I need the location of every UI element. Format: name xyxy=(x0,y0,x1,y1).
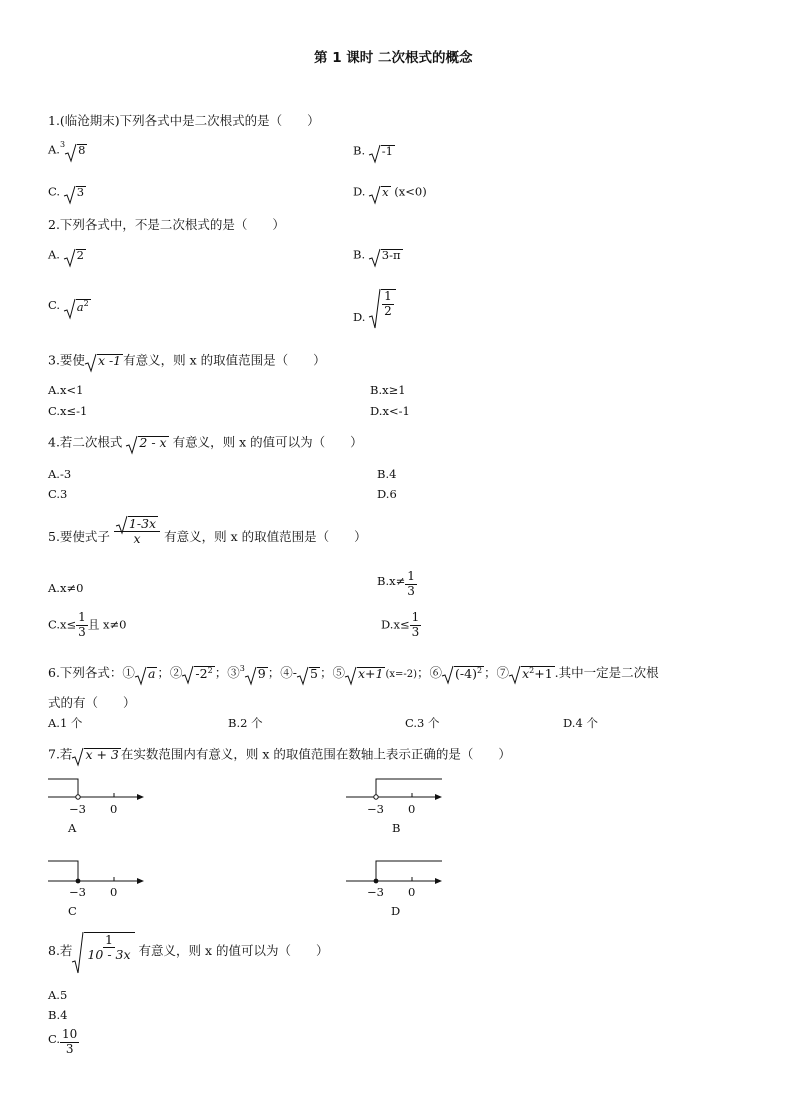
number-line-a[interactable] xyxy=(48,778,148,838)
q6-option-a[interactable]: A.1 个 xyxy=(48,716,83,730)
radical-icon: 5 xyxy=(297,667,320,681)
option-label-a: A xyxy=(68,821,77,835)
q6-option-d[interactable]: D.4 个 xyxy=(563,716,598,730)
q5-option-b[interactable]: B.x≠ $\frac{1}{3}$ xyxy=(377,569,415,598)
q8-option-c[interactable]: C. $\frac{10}{3}$ xyxy=(48,1027,78,1056)
radical-icon: $\frac{1}{10 - 3x}$ xyxy=(72,932,134,963)
tick-label-0: 0 xyxy=(408,885,416,899)
option-label-b: B xyxy=(392,821,401,835)
question-7-stem: 7.若 x + 3 在实数范围内有意义，则 x 的取值范围在数轴上表示正确的是（ ） xyxy=(48,748,511,762)
radical-icon: x + 3 xyxy=(72,748,120,762)
option-label-c: C xyxy=(68,904,77,918)
q8-option-b[interactable]: B.4 xyxy=(48,1008,68,1022)
radical-icon: a xyxy=(135,667,157,681)
radical-icon: 3-π xyxy=(369,249,403,262)
q8-option-a[interactable]: A.5 xyxy=(48,988,68,1002)
question-1-stem: 1.(临沧期末)下列各式中是二次根式的是（ ） xyxy=(48,113,320,128)
radical-icon: $x^2+1$ xyxy=(509,666,555,681)
radical-icon: 8 xyxy=(65,144,87,157)
q3-option-b[interactable]: B.x≥1 xyxy=(370,383,406,397)
q1-option-c[interactable]: C. 3 xyxy=(48,186,86,199)
question-6-stem: 6.下列各式：① a ；② $-2^2$ ；③$^3$ 9 ；④- 5 ；⑤ x+1 (x=-2)；⑥ $(-4)^2$ ；⑦ $x^2+1$ .其中一定是二次根 xyxy=(48,666,659,681)
question-6-stem-line2: 式的有（ ） xyxy=(48,695,136,710)
radical-icon: x xyxy=(369,186,391,199)
q2-option-b[interactable]: B. 3-π xyxy=(353,249,403,262)
q5-option-a[interactable]: A.x≠0 xyxy=(48,581,84,595)
q1-option-a[interactable]: A.$^3$ 8 xyxy=(48,144,87,157)
q6-option-c[interactable]: C.3 个 xyxy=(405,716,440,730)
radical-icon: $(-4)^2$ xyxy=(442,666,484,681)
question-2-stem: 2.下列各式中，不是二次根式的是（ ） xyxy=(48,217,285,232)
radical-icon: $\frac{1}{2}$ xyxy=(369,289,396,319)
tick-label-0: 0 xyxy=(110,885,118,899)
q4-option-a[interactable]: A.-3 xyxy=(48,467,72,481)
tick-label-minus-3: −3 xyxy=(367,802,384,816)
q3-option-c[interactable]: C.x≤-1 xyxy=(48,404,88,418)
radical-icon: -1 xyxy=(369,145,395,158)
tick-label-0: 0 xyxy=(408,802,416,816)
q4-option-b[interactable]: B.4 xyxy=(377,467,397,481)
radical-icon: $a^2$ xyxy=(64,299,91,313)
radical-icon: 2 xyxy=(64,249,86,262)
radical-icon: x+1 xyxy=(345,667,385,681)
q5-option-d[interactable]: D.x≤ $\frac{1}{3}$ xyxy=(381,610,420,639)
q2-option-c[interactable]: C. $a^2$ xyxy=(48,299,91,313)
number-line-c[interactable] xyxy=(48,860,148,920)
tick-label-0: 0 xyxy=(110,802,118,816)
q6-option-b[interactable]: B.2 个 xyxy=(228,716,263,730)
radical-icon: 9 xyxy=(245,667,268,681)
q5-option-c[interactable]: C.x≤ $\frac{1}{3}$ 且 x≠0 xyxy=(48,610,127,639)
q3-option-a[interactable]: A.x<1 xyxy=(48,383,84,397)
q4-option-d[interactable]: D.6 xyxy=(377,487,397,501)
number-line-b[interactable] xyxy=(346,778,446,838)
option-label-d: D xyxy=(391,904,401,918)
q3-option-d[interactable]: D.x<-1 xyxy=(370,404,410,418)
q1-option-b[interactable]: B. -1 xyxy=(353,145,395,158)
radical-icon: 3 xyxy=(64,186,86,199)
tick-label-minus-3: −3 xyxy=(69,885,86,899)
radical-icon: $-2^2$ xyxy=(182,666,214,681)
page-title: 第 1 课时 二次根式的概念 xyxy=(314,50,473,66)
question-3-stem: 3.要使 x -1 有意义，则 x 的取值范围是（ ） xyxy=(48,354,326,368)
radical-icon: 2 - x xyxy=(126,436,168,450)
q2-option-a[interactable]: A. 2 xyxy=(48,249,86,262)
radical-icon: x -1 xyxy=(85,354,123,368)
number-line-d[interactable] xyxy=(346,860,446,920)
q2-option-d[interactable]: D. $\frac{1}{2}$ xyxy=(353,289,396,319)
tick-label-minus-3: −3 xyxy=(69,802,86,816)
tick-label-minus-3: −3 xyxy=(367,885,384,899)
question-4-stem: 4.若二次根式 2 - x 有意义，则 x 的值可以为（ ） xyxy=(48,436,363,450)
q4-option-c[interactable]: C.3 xyxy=(48,487,68,501)
q1-option-d[interactable]: D. x (x<0) xyxy=(353,186,427,199)
radical-icon: 1-3x xyxy=(116,516,158,531)
question-8-stem: 8.若 $\frac{1}{10 - 3x}$ 有意义，则 x 的值可以为（ ） xyxy=(48,932,329,963)
question-5-stem: 5.要使式子 $\frac{1-3x}{x}$ 有意义，则 x 的取值范围是（ ） xyxy=(48,516,367,547)
